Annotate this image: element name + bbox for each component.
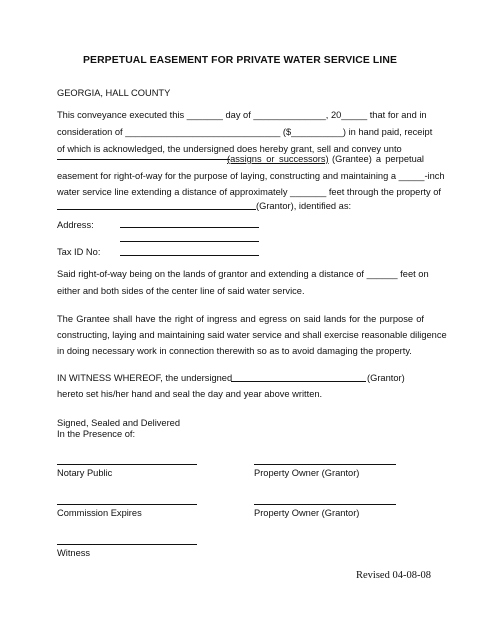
taxid-label: Tax ID No: (57, 247, 101, 257)
county-heading: GEORGIA, HALL COUNTY (57, 88, 171, 98)
commission-signature-line[interactable] (57, 504, 197, 505)
address-line-1[interactable] (120, 227, 259, 228)
conveyance-line-3: of which is acknowledged, the undersigned does hereby grant, sell and convey unto (57, 144, 402, 154)
rightofway-line-2: either and both sides of the center line of said water service. (57, 286, 305, 296)
notary-signature-line[interactable] (57, 464, 197, 465)
ingress-line-3: in doing necessary work in connection therewith so as to avoid damaging the property. (57, 346, 412, 356)
ingress-line-2: constructing, laying and maintaining said water service and shall exercise reasonable diligence (57, 330, 447, 340)
property-owner-label-2: Property Owner (Grantor) (254, 508, 360, 518)
address-line-2[interactable] (120, 241, 259, 242)
conveyance-line-2: consideration of ______________________________ ($__________) in hand paid, receipt (57, 127, 433, 137)
grantee-perpetual-text: (Grantee) a perpetual (332, 154, 424, 164)
signed-sealed-text: Signed, Sealed and Delivered (57, 418, 181, 428)
document-title: PERPETUAL EASEMENT FOR PRIVATE WATER SERVICE LINE (83, 55, 397, 66)
grantor-identified-text: (Grantor), identified as: (256, 201, 352, 211)
witness-clause-suffix: (Grantor) (367, 373, 405, 383)
witness-signature-line[interactable] (57, 544, 197, 545)
witness-label: Witness (57, 548, 91, 558)
notary-public-label: Notary Public (57, 468, 113, 478)
commission-expires-label: Commission Expires (57, 508, 142, 518)
owner-signature-line-2[interactable] (254, 504, 396, 505)
revised-date: Revised 04-08-08 (356, 570, 431, 581)
ingress-line-1: The Grantee shall have the right of ingress and egress on said lands for the purpose of (57, 314, 424, 324)
witness-clause-prefix: IN WITNESS WHEREOF, the undersigned (57, 373, 233, 383)
witness-clause-line-2: hereto set his/her hand and seal the day and year above written. (57, 389, 323, 399)
grantee-name-line[interactable] (57, 159, 230, 160)
grantor-name-line[interactable] (57, 209, 256, 210)
address-label: Address: (57, 220, 94, 230)
owner-signature-line-1[interactable] (254, 464, 396, 465)
rightofway-line-1: Said right-of-way being on the lands of grantor and extending a distance of ______ feet on (57, 269, 429, 279)
assigns-successors-text: (assigns or successors) (227, 154, 329, 164)
conveyance-line-6: water service line extending a distance of approximately _______ feet through the property of (57, 187, 441, 197)
conveyance-line-1: This conveyance executed this _______ day of ______________, 20_____ that for and in (57, 110, 427, 120)
taxid-line[interactable] (120, 255, 259, 256)
conveyance-line-5: easement for right-of-way for the purpose of laying, constructing and maintaining a _____-inch (57, 171, 445, 181)
property-owner-label-1: Property Owner (Grantor) (254, 468, 360, 478)
in-presence-text: In the Presence of: (57, 429, 136, 439)
undersigned-grantor-line[interactable] (231, 381, 366, 382)
